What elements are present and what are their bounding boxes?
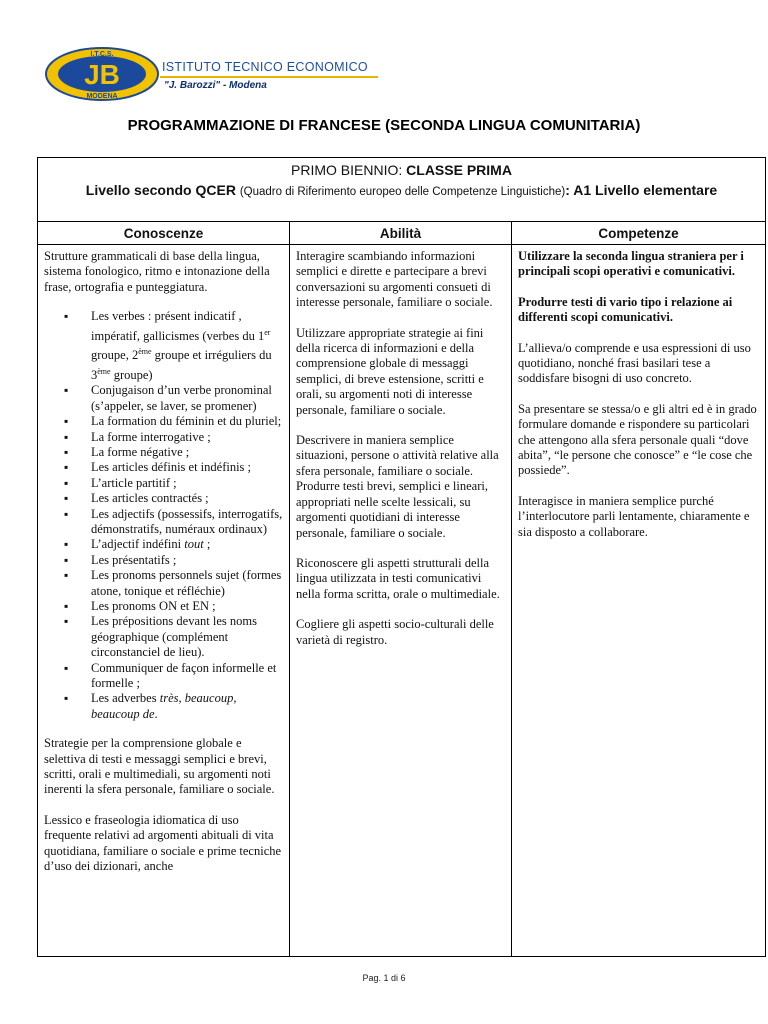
abilita-strategie: Utilizzare appropriate strategie ai fini della ricerca di informazioni e della comprensione globale di messaggi semplici, di breve estensione, scritti e orali, su argomenti noti di interesse personale, familiare o sociale. xyxy=(296,325,484,417)
competenze-cell xyxy=(518,249,760,540)
level-line-2 xyxy=(38,181,765,202)
list-item: ▪ La forme négative ; xyxy=(44,445,284,460)
list-item: ▪ L’article partitif ; xyxy=(44,476,284,491)
document-title: PROGRAMMAZIONE DI FRANCESE (SECONDA LINGUA COMUNITARIA) xyxy=(127,117,641,134)
competenze-interagisce: Interagisce in maniera semplice purché l’interlocutore parli lentamente, chiaramente e sia disposto a collaborare. xyxy=(518,493,750,539)
level-value: : A1 Livello elementare xyxy=(565,182,718,198)
program-table xyxy=(37,157,766,957)
list-item: ▪ Les adjectifs (possessifs, interrogatifs, démonstratifs, numéraux ordinaux) xyxy=(44,507,284,538)
list-item: ▪ La formation du féminin et du pluriel; xyxy=(44,414,284,429)
level-header xyxy=(38,158,765,221)
qcer-label: Livello secondo QCER xyxy=(85,182,240,198)
abilita-descrivere: Descrivere in maniera semplice situazioni, persone o attività relative alla sfera personale, familiare o sociale. xyxy=(296,433,499,478)
school-name: ISTITUTO TECNICO ECONOMICO xyxy=(162,60,368,74)
list-item: ▪ Les articles définis et indéfinis ; xyxy=(44,460,284,475)
school-logo xyxy=(44,46,160,102)
logo-ring-bottom: MODENA xyxy=(86,93,118,100)
column-header-abilita: Abilità xyxy=(379,226,422,241)
list-item: ▪ Les pronoms personnels sujet (formes atone, tonique et réfléchie) xyxy=(44,568,284,599)
page-number: Pag. 1 di 6 xyxy=(362,973,406,983)
level-line-1 xyxy=(38,162,765,178)
conoscenze-strategie: Strategie per la comprensione globale e selettiva di testi e messaggi semplici e brevi, scritti, orali e multimediali, su argomenti noti inerenti la sfera personale, familiare o sociale. xyxy=(44,736,275,797)
list-item: ▪ Les adverbes très, beaucoup, beaucoup de. xyxy=(44,691,284,722)
list-item: ▪ Les prépositions devant les noms géographique (complément circonstanciel de lieu). xyxy=(44,614,284,660)
table-rule xyxy=(38,244,765,245)
abilita-produrre: Produrre testi brevi, semplici e lineari, appropriati nelle scelte lessicali, su argomenti quotidiani di interesse personale, familiare o sociale. xyxy=(296,479,488,540)
school-subtitle: "J. Barozzi" - Modena xyxy=(164,80,267,91)
grammar-list xyxy=(44,309,284,722)
conoscenze-cell xyxy=(44,249,284,875)
header-divider xyxy=(160,76,378,78)
list-item: ▪ Communiquer de façon informelle et formelle ; xyxy=(44,661,284,692)
list-item: ▪ Les articles contractés ; xyxy=(44,491,284,506)
abilita-interagire: Interagire scambiando informazioni semplici e dirette e partecipare a brevi conversazioni su argomenti consueti di interesse personale, familiare o sociale. xyxy=(296,249,493,310)
qcer-description: (Quadro di Riferimento europeo delle Competenze Linguistiche) xyxy=(239,186,566,198)
list-item: ▪ Conjugaison d’un verbe pronominal (s’appeler, se laver, se promener) xyxy=(44,383,284,414)
list-item: ▪ Les présentatifs ; xyxy=(44,553,284,568)
list-item: ▪ Les pronoms ON et EN ; xyxy=(44,599,284,614)
abilita-cogliere: Cogliere gli aspetti socio-culturali delle varietà di registro. xyxy=(296,617,494,647)
logo-ring-top: I.T.C.S. xyxy=(90,51,114,58)
logo-letters: JB xyxy=(84,59,120,90)
abilita-riconoscere: Riconoscere gli aspetti strutturali della lingua utilizzata in testi comunicativi nella forma scritta, orale o multimediale. xyxy=(296,555,500,601)
conoscenze-intro: Strutture grammaticali di base della lingua, sistema fonologico, ritmo e intonazione della frase, ortografia e punteggiatura. xyxy=(44,249,270,294)
column-header-conoscenze: Conoscenze xyxy=(123,226,204,241)
competenze-comprende: L’allieva/o comprende e usa espressioni di uso quotidiano, nonché frasi basilari tese a soddisfare bisogni di uso concreto. xyxy=(518,340,751,386)
conoscenze-lessico: Lessico e fraseologia idiomatica di uso frequente relativi ad argomenti abituali di vita quotidiana, familiare o sociale e prime tecniche d’uso dei dizionari, anche xyxy=(44,812,282,874)
table-rule xyxy=(38,221,765,222)
column-divider xyxy=(289,221,290,957)
competenze-utilizzare: Utilizzare la seconda lingua straniera per i principali scopi operativi e comunicativi. xyxy=(518,249,744,279)
list-item: ▪ La forme interrogative ; xyxy=(44,430,284,445)
abilita-cell xyxy=(296,249,508,648)
list-item: ▪ L’adjectif indéfini tout ; xyxy=(44,537,284,552)
list-item: ▪ Les verbes : présent indicatif , impératif, gallicismes (verbes du 1er groupe, 2ème groupe et irréguliers du 3ème groupe) xyxy=(44,309,284,383)
column-header-competenze: Competenze xyxy=(598,226,679,241)
column-divider xyxy=(511,221,512,957)
competenze-produrre: Produrre testi di vario tipo i relazione ai differenti scopi comunicativi. xyxy=(518,294,733,325)
biennio-label: PRIMO BIENNIO: xyxy=(291,162,407,178)
class-label: CLASSE PRIMA xyxy=(406,162,512,178)
competenze-presentare: Sa presentare se stessa/o e gli altri ed è in grado formulare domande e rispondere su particolari che attengono alla sfera personale quali “dove abita”, “le persone che conosce” e “le cose che possiede”. xyxy=(518,401,757,478)
